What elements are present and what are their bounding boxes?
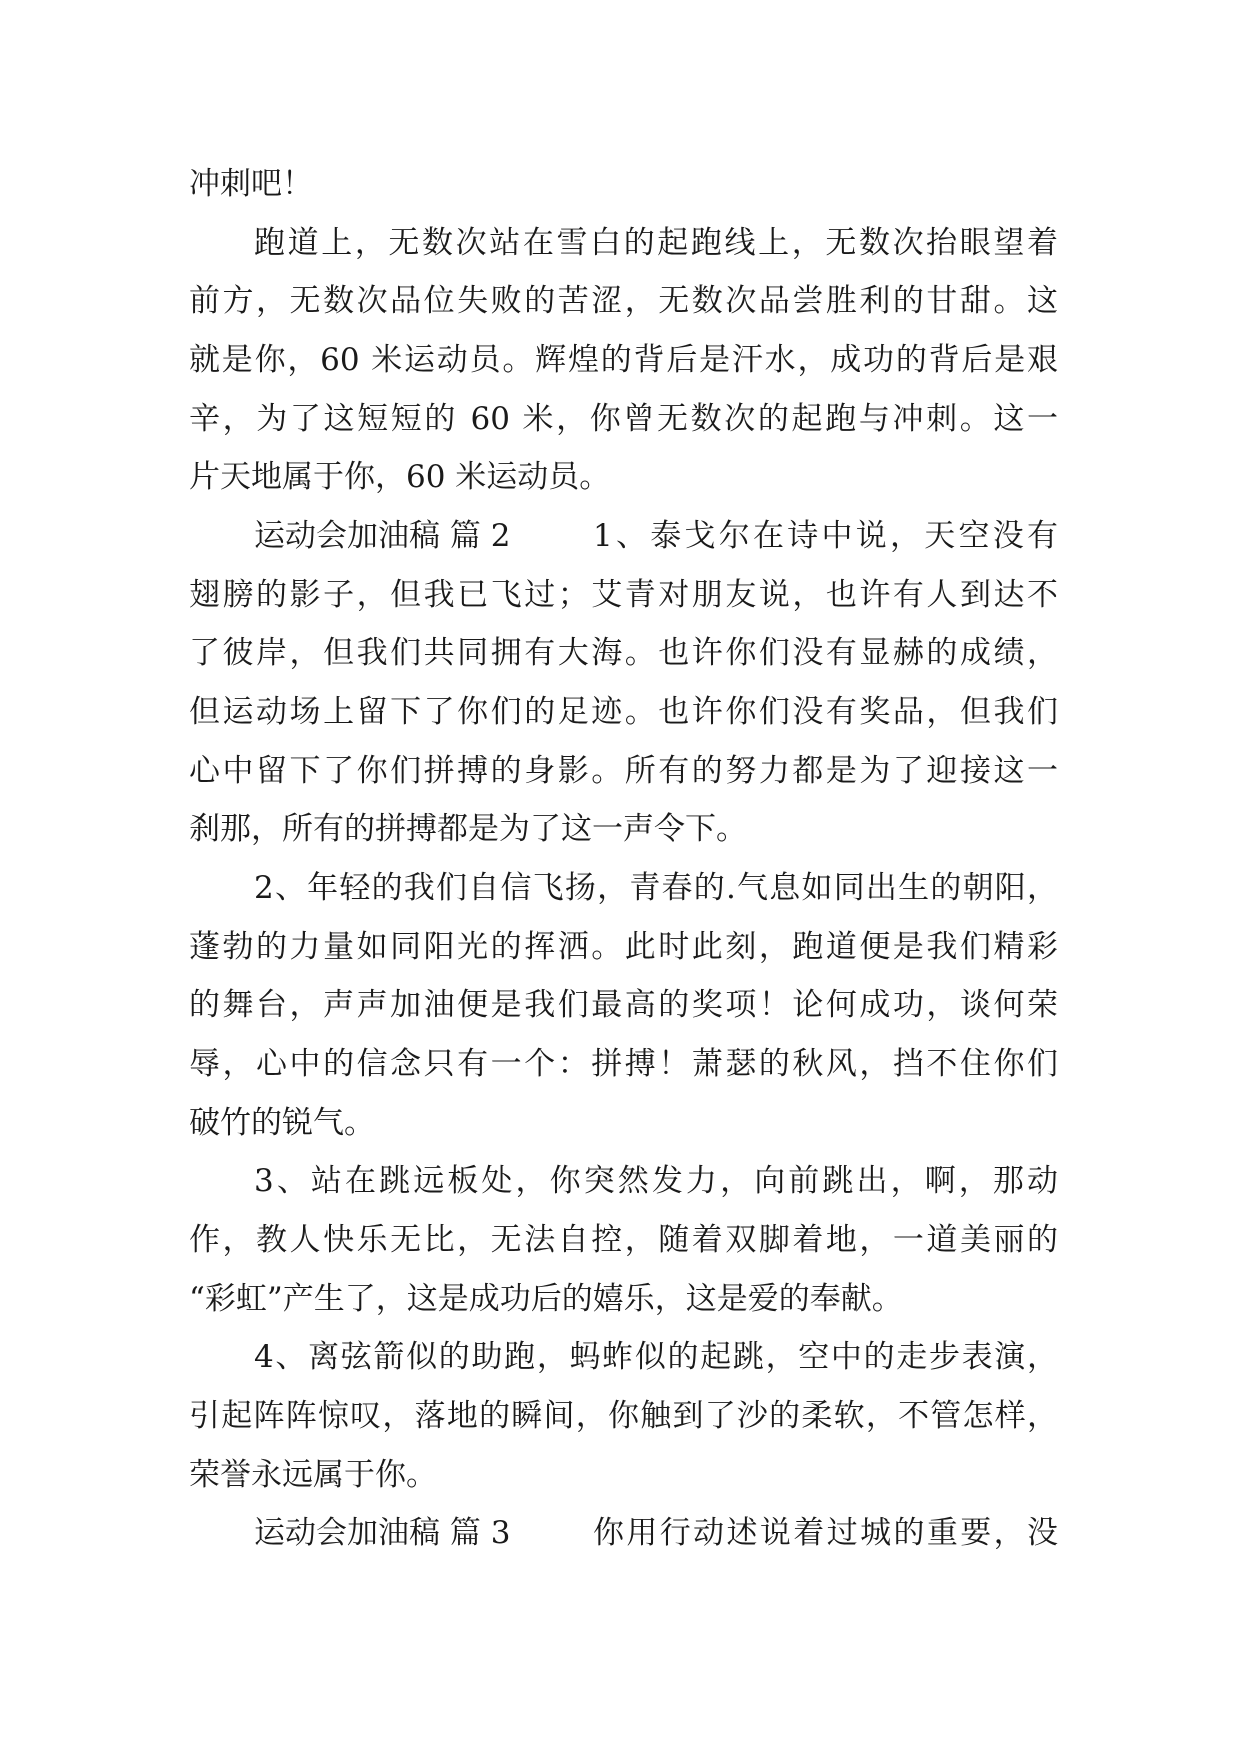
text-line: “彩虹”产生了，这是成功后的嬉乐，这是爱的奉献。 — [189, 1281, 903, 1317]
text-line: 片天地属于你，60 米运动员。 — [189, 459, 611, 495]
text-line: 翅膀的影子，但我已飞过；艾青对朋友说，也许有人到达不 — [189, 577, 1058, 613]
text-line: 辱，心中的信念只有一个：拼搏！萧瑟的秋风，挡不住你们 — [189, 1046, 1058, 1082]
text-line: 的舞台，声声加油便是我们最高的奖项！论何成功，谈何荣 — [189, 987, 1058, 1023]
paragraph-first-line: 跑道上，无数次站在雪白的起跑线上，无数次抬眼望着 — [254, 225, 1058, 261]
text-line: 了彼岸，但我们共同拥有大海。也许你们没有显赫的成绩， — [189, 635, 1058, 671]
section-heading-title: 运动会加油稿 篇 3 — [254, 1515, 511, 1551]
text-line: 作，教人快乐无比，无法自控，随着双脚着地，一道美丽的 — [189, 1222, 1058, 1258]
section-heading-line — [189, 506, 1058, 566]
text-line: 刹那，所有的拼搏都是为了这一声令下。 — [189, 811, 747, 847]
text-line: 前方，无数次品位失败的苦涩，无数次品尝胜利的甘甜。这 — [189, 283, 1058, 319]
paragraph-first-line: 4、离弦箭似的助跑，蚂蚱似的起跳，空中的走步表演， — [254, 1339, 1058, 1375]
text-line: 就是你，60 米运动员。辉煌的背后是汗水，成功的背后是艰 — [189, 342, 1058, 378]
paragraph-first-line: 2、年轻的我们自信飞扬，青春的.气息如同出生的朝阳， — [254, 870, 1058, 906]
text-line: 破竹的锐气。 — [189, 1105, 375, 1141]
text-line: 辛，为了这短短的 60 米，你曾无数次的起跑与冲刺。这一 — [189, 401, 1058, 437]
section-heading-line — [189, 1503, 1058, 1563]
paragraph-first-line: 3、站在跳远板处，你突然发力，向前跳出，啊，那动 — [254, 1163, 1058, 1199]
text-line: 但运动场上留下了你们的足迹。也许你们没有奖品，但我们 — [189, 694, 1058, 730]
section-heading-title: 运动会加油稿 篇 2 — [254, 518, 511, 554]
text-line: 冲刺吧！ — [189, 166, 313, 202]
text-line: 荣誉永远属于你。 — [189, 1457, 437, 1493]
section-heading-text: 1、泰戈尔在诗中说，天空没有 — [593, 518, 1058, 554]
text-line: 蓬勃的力量如同阳光的挥洒。此时此刻，跑道便是我们精彩 — [189, 929, 1058, 965]
text-line: 引起阵阵惊叹，落地的瞬间，你触到了沙的柔软，不管怎样， — [189, 1398, 1058, 1434]
section-heading-text: 你用行动述说着过城的重要，没 — [593, 1515, 1058, 1551]
text-line: 心中留下了你们拼搏的身影。所有的努力都是为了迎接这一 — [189, 753, 1058, 789]
